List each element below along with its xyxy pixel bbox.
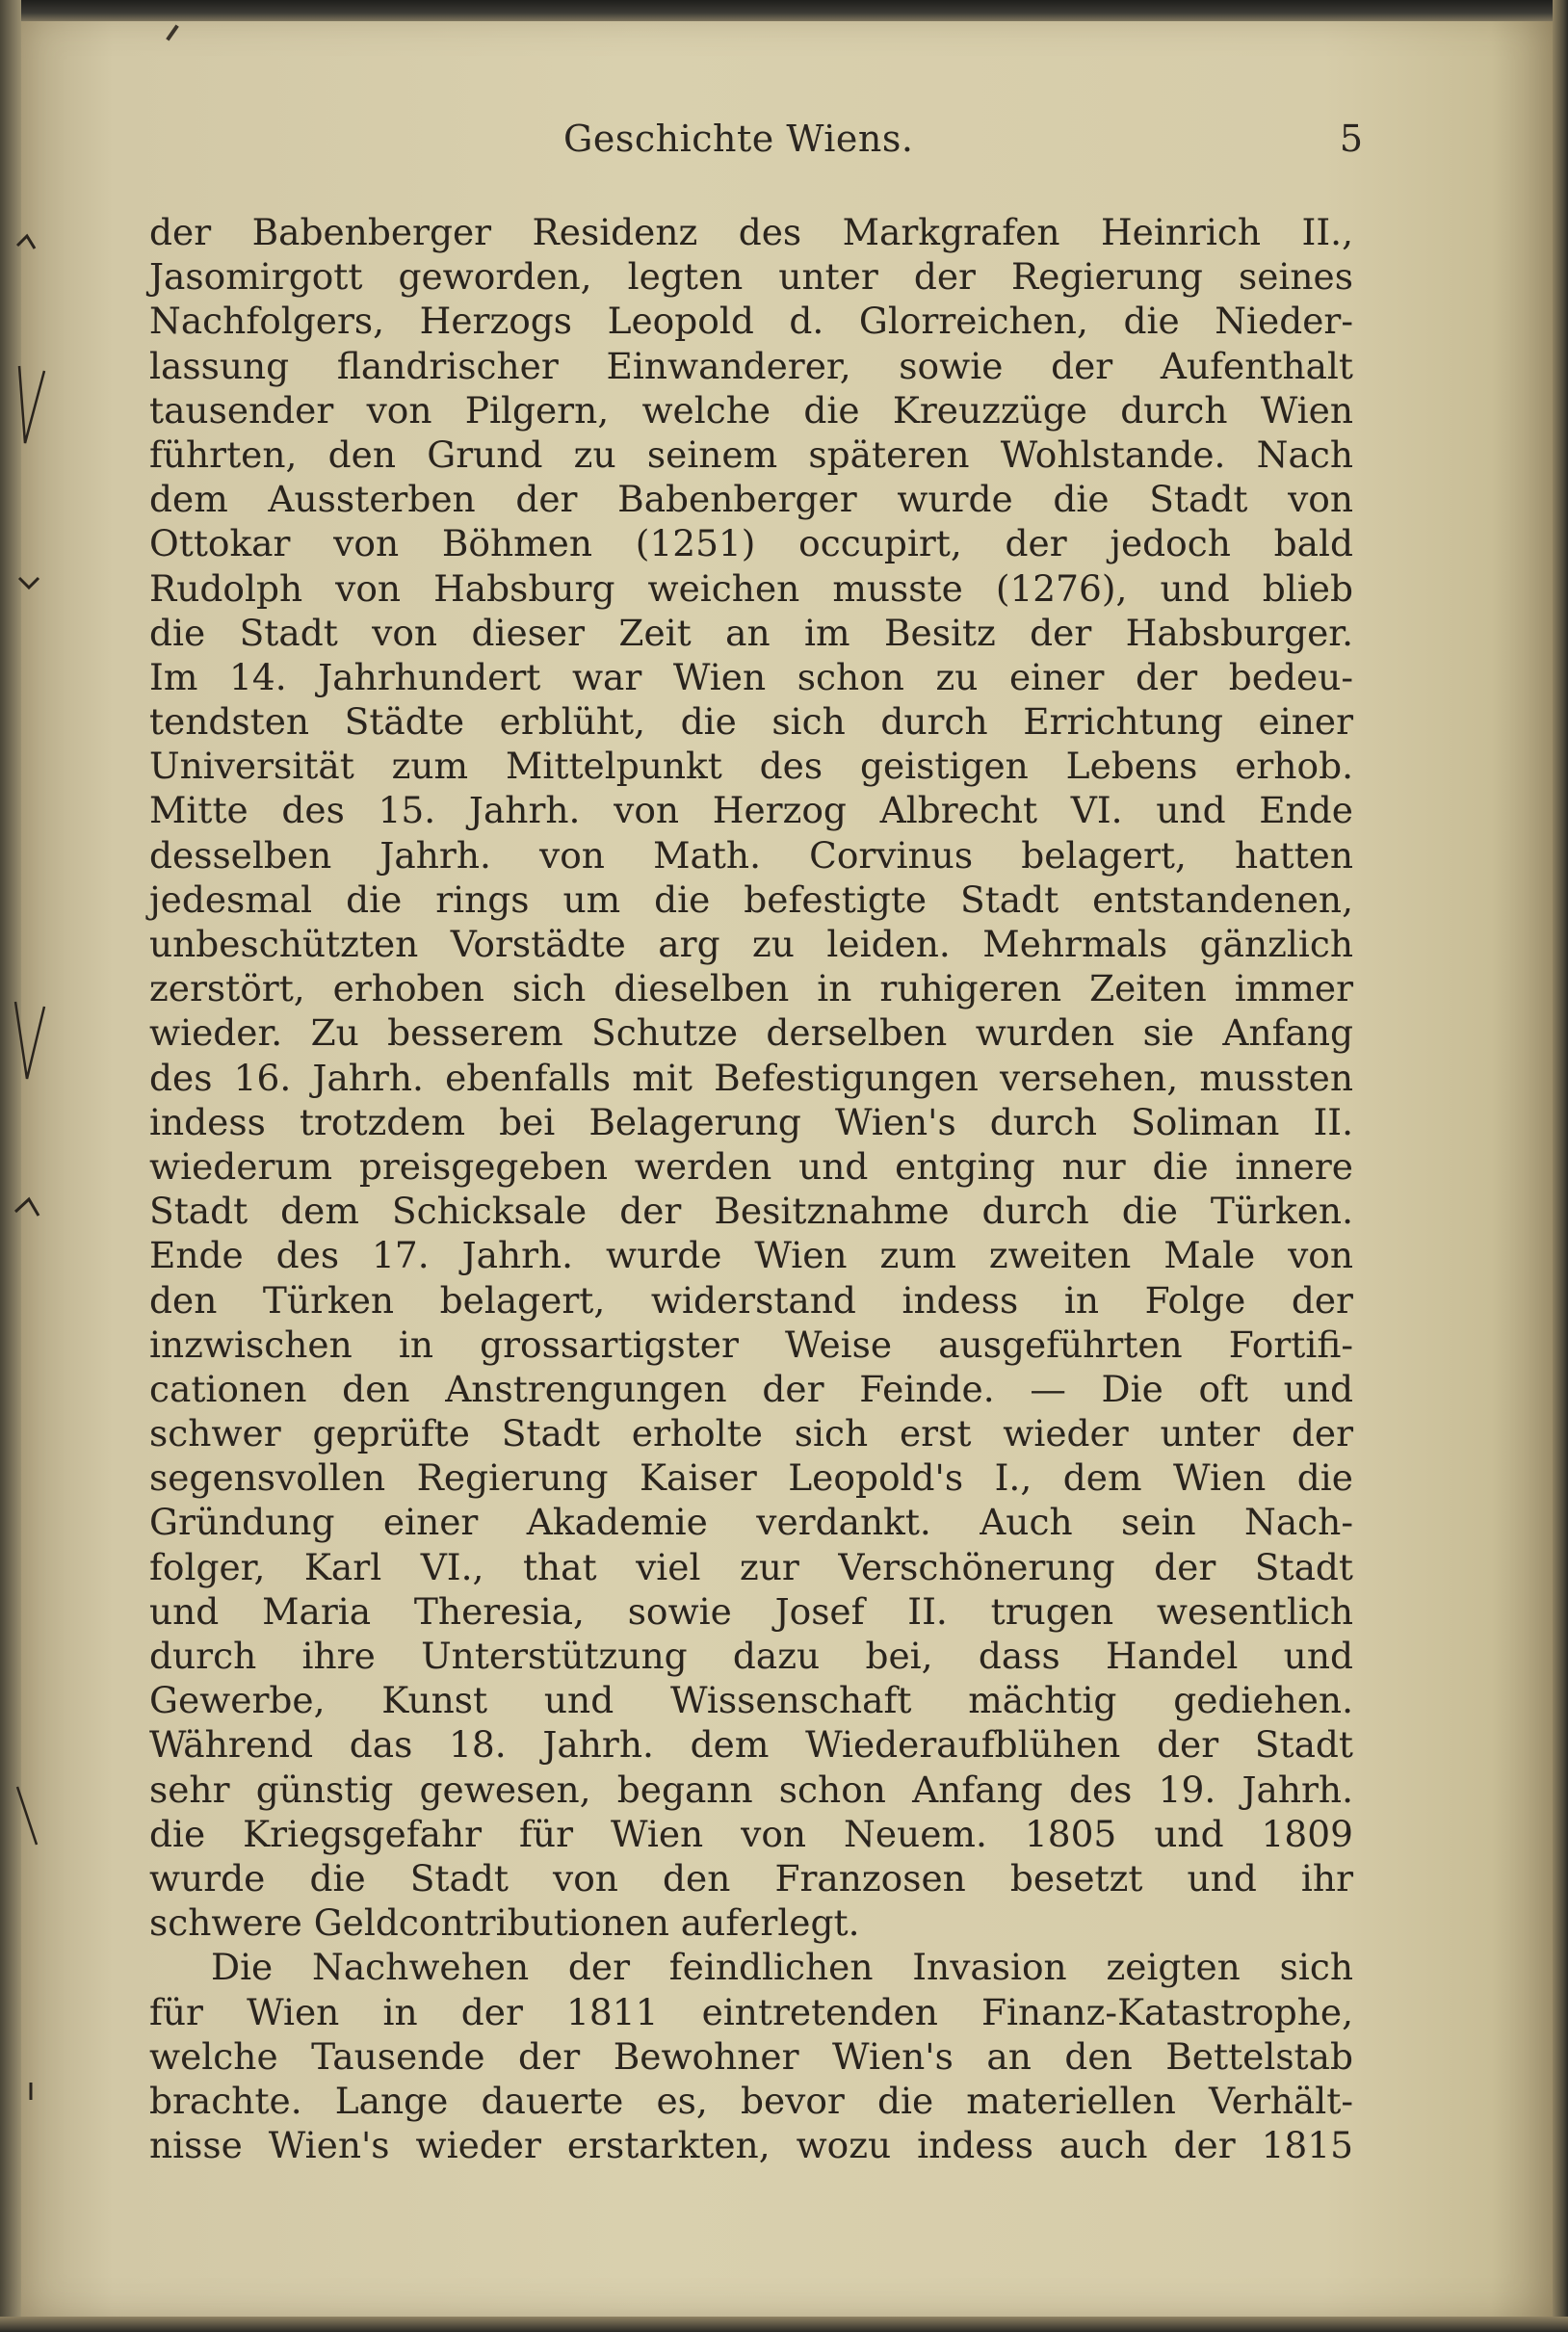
margin-mark bbox=[15, 1002, 44, 1079]
body-text bbox=[149, 210, 1353, 2167]
page-top-edge bbox=[21, 0, 1553, 21]
text-line: für Wien in der 1811 eintretenden Finanz-Katastrophe, bbox=[149, 1990, 1353, 2033]
paragraph bbox=[149, 210, 1353, 1945]
text-line: inzwischen in grossartigster Weise ausgeführten Fortifi- bbox=[149, 1323, 1353, 1366]
text-line: Während das 18. Jahrh. dem Wiederaufblühen der Stadt bbox=[149, 1723, 1353, 1767]
text-line: nisse Wien's wieder erstarkten, wozu indess auch der 1815 bbox=[149, 2124, 1353, 2167]
text-line: Ottokar von Böhmen (1251) occupirt, der jedoch bald bbox=[149, 522, 1353, 565]
text-line: tausender von Pilgern, welche die Kreuzzüge durch Wien bbox=[149, 388, 1353, 432]
text-line: brachte. Lange dauerte es, bevor die materiellen Verhält- bbox=[149, 2079, 1353, 2122]
margin-mark bbox=[19, 578, 39, 588]
text-line: und Maria Theresia, sowie Josef II. trugen wesentlich bbox=[149, 1589, 1353, 1633]
page-header bbox=[149, 118, 1363, 175]
text-line: Jasomirgott geworden, legten unter der Regierung seines bbox=[149, 255, 1353, 299]
text-line: indess trotzdem bei Belagerung Wien's durch Soliman II. bbox=[149, 1100, 1353, 1143]
text-line: führten, den Grund zu seinem späteren Wohlstande. Nach bbox=[149, 432, 1353, 476]
text-line: Die Nachwehen der feindlichen Invasion zeigten sich bbox=[211, 1946, 1353, 1989]
text-line: Gewerbe, Kunst und Wissenschaft mächtig gediehen. bbox=[149, 1679, 1353, 1722]
text-line: die Kriegsgefahr für Wien von Neuem. 1805 und 1809 bbox=[149, 1812, 1353, 1855]
text-line: Gründung einer Akademie verdankt. Auch sein Nach- bbox=[149, 1501, 1353, 1544]
text-line: Rudolph von Habsburg weichen musste (1276), und blieb bbox=[149, 566, 1353, 610]
margin-mark bbox=[19, 366, 44, 443]
text-line: Mitte des 15. Jahrh. von Herzog Albrecht VI. und Ende bbox=[149, 789, 1353, 832]
text-line: Nachfolgers, Herzogs Leopold d. Glorreichen, die Nieder- bbox=[149, 300, 1353, 343]
text-line: wiederum preisgegeben werden und entging nur die innere bbox=[149, 1144, 1353, 1188]
text-line: desselben Jahrh. von Math. Corvinus belagert, hatten bbox=[149, 833, 1353, 877]
text-line: Ende des 17. Jahrh. wurde Wien zum zweiten Male von bbox=[149, 1234, 1353, 1277]
text-line: dem Aussterben der Babenberger wurde die Stadt von bbox=[149, 478, 1353, 521]
text-line: jedesmal die rings um die befestigte Stadt entstandenen, bbox=[149, 878, 1353, 921]
text-line: Im 14. Jahrhundert war Wien schon zu einer der bedeu- bbox=[149, 655, 1353, 698]
margin-mark bbox=[15, 1199, 39, 1216]
text-line: wieder. Zu besserem Schutze derselben wurden sie Anfang bbox=[149, 1011, 1353, 1055]
text-line: folger, Karl VI., that viel zur Verschönerung der Stadt bbox=[149, 1545, 1353, 1588]
page-number: 5 bbox=[1339, 118, 1363, 160]
page-right-edge bbox=[1553, 0, 1568, 2332]
text-line: unbeschützten Vorstädte arg zu leiden. Mehrmals gänzlich bbox=[149, 923, 1353, 965]
text-line: lassung flandrischer Einwanderer, sowie der Aufenthalt bbox=[149, 344, 1353, 387]
text-line: durch ihre Unterstützung dazu bei, dass Handel und bbox=[149, 1635, 1353, 1677]
paragraph bbox=[149, 1945, 1353, 2167]
text-line: sehr günstig gewesen, begann schon Anfang des 19. Jahrh. bbox=[149, 1768, 1353, 1811]
text-line: segensvollen Regierung Kaiser Leopold's I., dem Wien die bbox=[149, 1456, 1353, 1500]
margin-mark bbox=[17, 236, 35, 249]
margin-pencil-marks bbox=[6, 0, 64, 2332]
text-line: der Babenberger Residenz des Markgrafen Heinrich II., bbox=[149, 211, 1353, 253]
text-line: wurde die Stadt von den Franzosen besetzt und ihr bbox=[149, 1856, 1353, 1900]
text-line: des 16. Jahrh. ebenfalls mit Befestigungen versehen, mussten bbox=[149, 1056, 1353, 1099]
page-bottom-edge bbox=[0, 2317, 1568, 2332]
text-line: schwere Geldcontributionen auferlegt. bbox=[149, 1901, 860, 1945]
text-line: den Türken belagert, widerstand indess in Folge der bbox=[149, 1278, 1353, 1322]
text-line: cationen den Anstrengungen der Feinde. — Die oft und bbox=[149, 1367, 1353, 1410]
text-line: Universität zum Mittelpunkt des geistigen Lebens erhob. bbox=[149, 745, 1353, 788]
margin-mark bbox=[17, 1787, 37, 1845]
text-line: die Stadt von dieser Zeit an im Besitz der Habsburger. bbox=[149, 611, 1353, 654]
running-title: Geschichte Wiens. bbox=[563, 118, 914, 160]
text-line: tendsten Städte erblüht, die sich durch Errichtung einer bbox=[149, 700, 1353, 744]
text-line: zerstört, erhoben sich dieselben in ruhigeren Zeiten immer bbox=[149, 967, 1353, 1010]
text-line: Stadt dem Schicksale der Besitznahme durch die Türken. bbox=[149, 1190, 1353, 1233]
text-line: welche Tausende der Bewohner Wien's an den Bettelstab bbox=[149, 2034, 1353, 2078]
text-line: schwer geprüfte Stadt erholte sich erst wieder unter der bbox=[149, 1412, 1353, 1455]
